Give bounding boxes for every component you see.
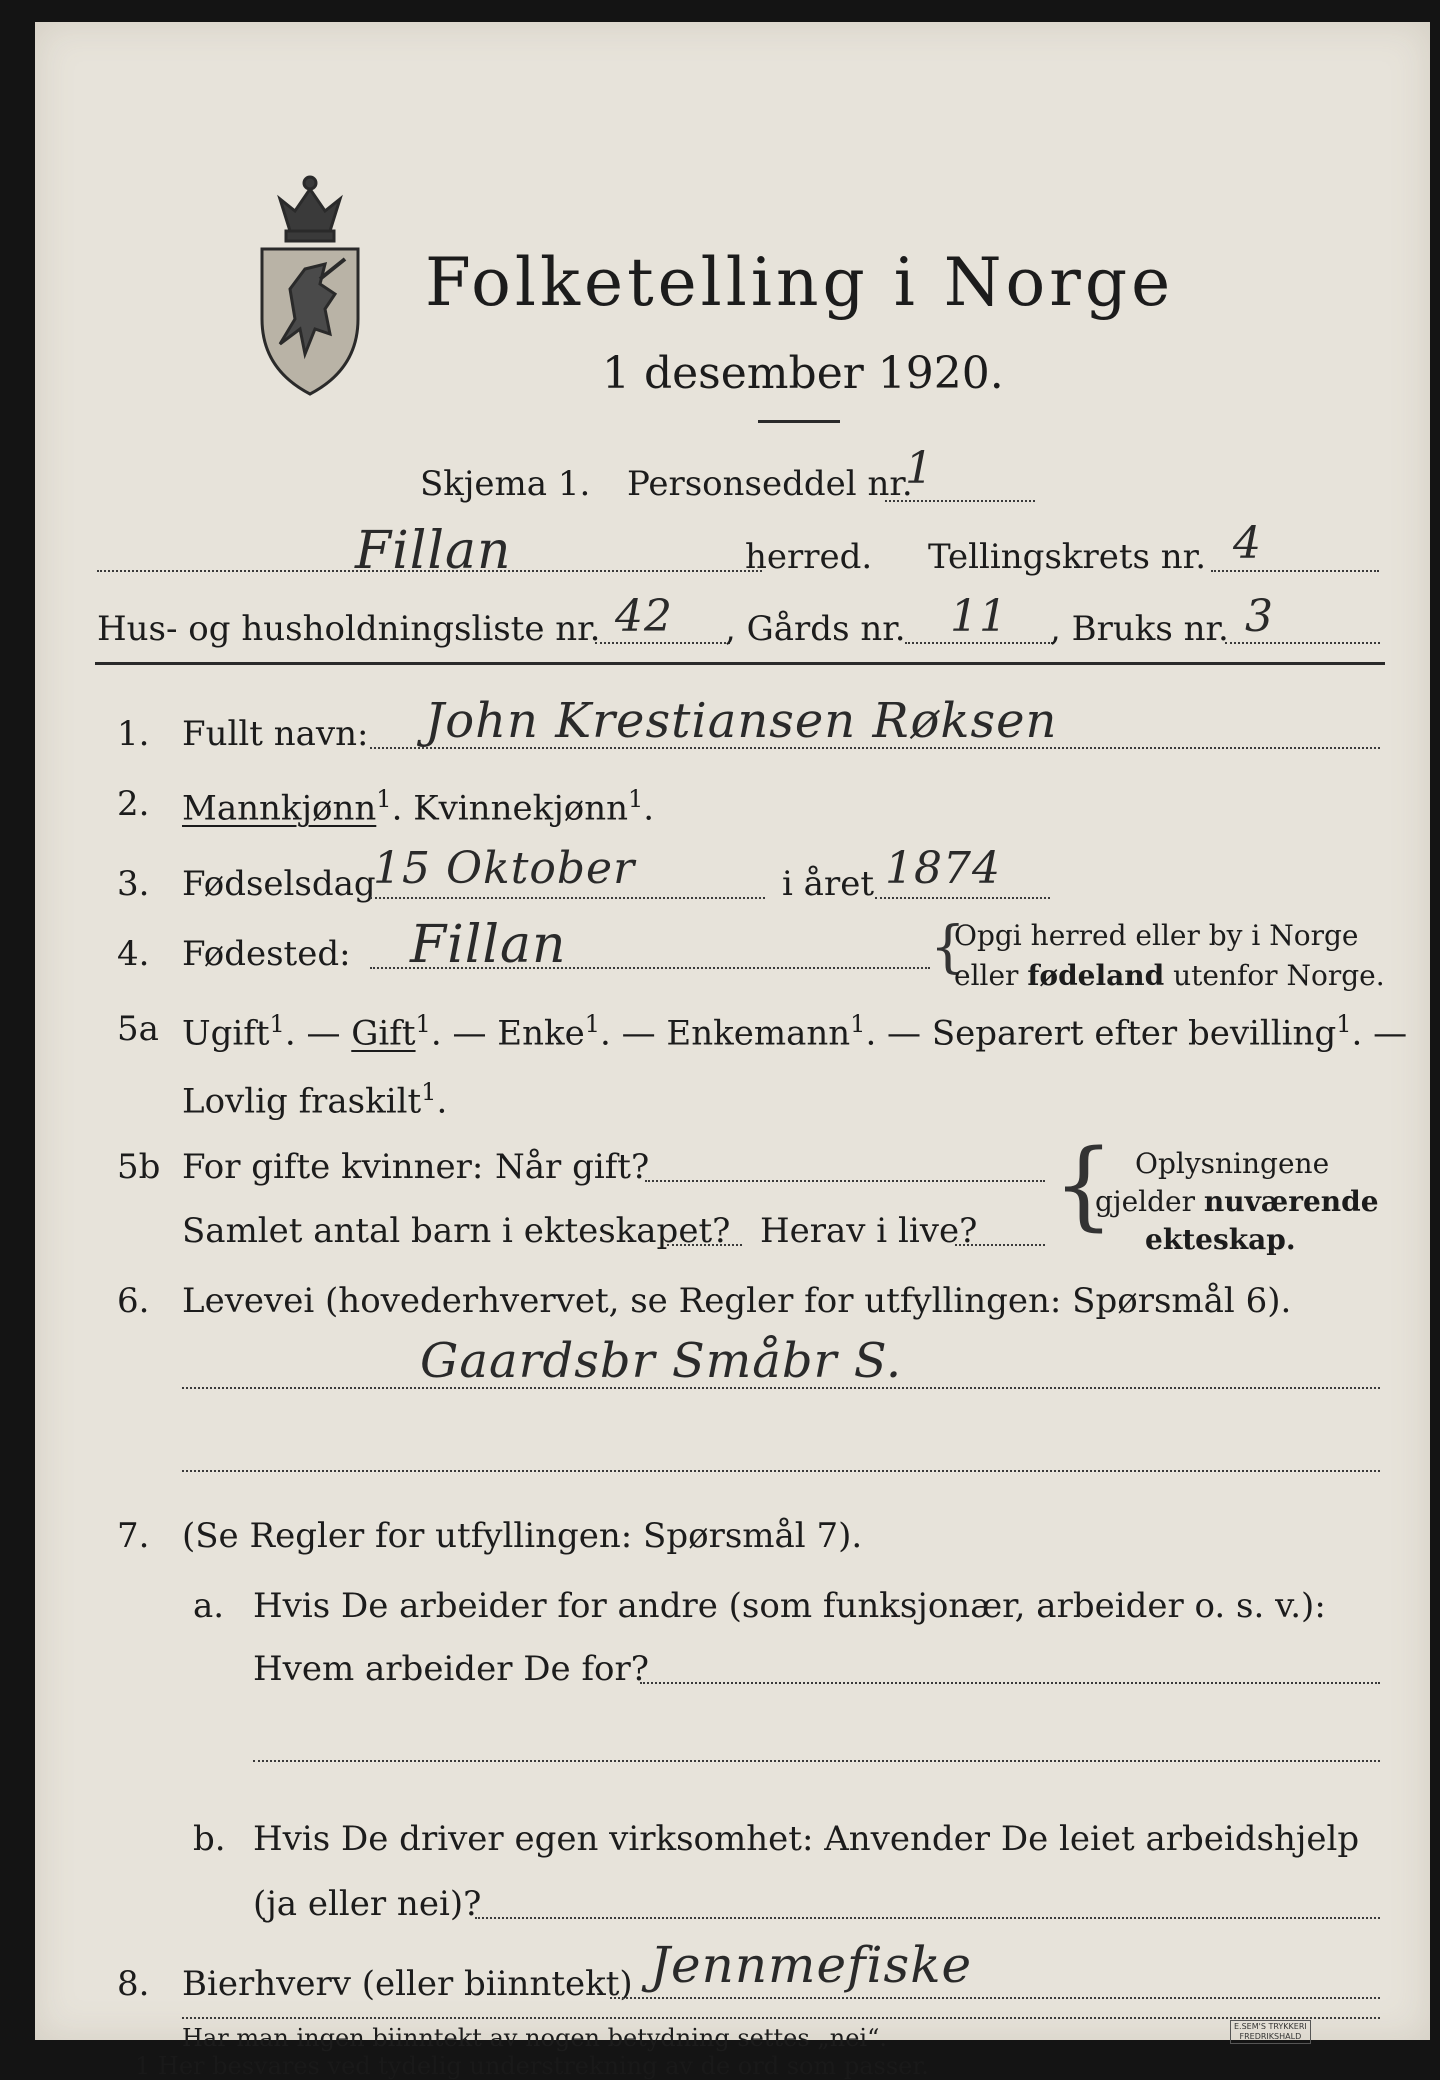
q5b-label4: Herav i live?: [760, 1211, 978, 1251]
q4-note2-c: utenfor Norge.: [1164, 959, 1385, 992]
norway-coat-of-arms-icon: [250, 169, 370, 399]
q2-female-sup: 1: [628, 785, 644, 813]
hus-label: Hus- og husholdningsliste nr.: [97, 609, 601, 649]
footer-footnote: 1 Her besvares ved tydelig understrekning av de ord som passer.: [135, 2052, 929, 2080]
q5b-label2: Når gift?: [495, 1147, 650, 1187]
q5b-note3: ekteskap.: [1145, 1223, 1296, 1256]
tellingskrets-line: [1211, 570, 1379, 572]
q6-line2: [182, 1470, 1380, 1472]
q5a-dash3: . — Enkemann: [599, 1013, 851, 1054]
q5a-sup-3: 1: [584, 1010, 600, 1038]
footer-note: Har man ingen biinntekt av nogen betydning settes „nei“.: [182, 2024, 887, 2052]
q5b-note2: [1095, 1185, 1379, 1218]
form-title: Folketelling i Norge: [425, 244, 1175, 321]
personseddel-value: 1: [905, 443, 934, 494]
herred-label: herred.: [745, 537, 873, 577]
q4-value: Fillan: [410, 915, 567, 975]
q3-value: 15 Oktober: [373, 843, 636, 894]
q1-label: Fullt navn:: [182, 714, 369, 754]
q8-line: [610, 1997, 1380, 1999]
q7a-line1: [640, 1682, 1380, 1684]
bruks-value: 3: [1245, 591, 1274, 642]
hus-line: [595, 642, 730, 644]
q3-number: 3.: [117, 864, 150, 904]
q7b-text2: (ja eller nei)?: [253, 1884, 482, 1924]
footer-line: [182, 2017, 1380, 2019]
q5b-line2: [667, 1244, 742, 1246]
q5a-dash5: . —: [1351, 1013, 1408, 1054]
q5b-line1: [645, 1180, 1045, 1182]
q4-note-line1: Opgi herred eller by i Norge: [954, 919, 1359, 952]
q5a-sup-1: 1: [269, 1010, 285, 1038]
q4-number: 4.: [117, 934, 150, 974]
q3-label: Fødselsdag: [182, 864, 376, 904]
q5a-number: 5a: [117, 1009, 159, 1049]
q6-number: 6.: [117, 1281, 150, 1321]
q4-label: Fødested:: [182, 934, 351, 974]
q5a-ugift: Ugift: [182, 1013, 270, 1054]
q7b-line: [475, 1917, 1380, 1919]
q7b-number: b.: [193, 1819, 226, 1859]
q5a-sup-4: 1: [850, 1010, 866, 1038]
printer-line2: FREDRIKSHALD: [1239, 2032, 1302, 2041]
q3-year-line: [875, 897, 1050, 899]
gards-value: 11: [950, 591, 1008, 642]
q5a-options: [182, 1010, 1408, 1054]
q7-label: (Se Regler for utfyllingen: Spørsmål 7).: [182, 1516, 863, 1556]
q5b-note2-b: nuværende: [1203, 1185, 1379, 1218]
q1-number: 1.: [117, 714, 150, 754]
q1-value: John Krestiansen Røksen: [425, 693, 1058, 749]
q5b-note1: Oplysningene: [1135, 1147, 1330, 1180]
census-date: 1 desember 1920.: [602, 348, 1004, 399]
q8-label: Bierhverv (eller biinntekt): [182, 1964, 633, 2004]
q2-male-end: .: [391, 788, 403, 829]
personseddel-label: Personseddel nr.: [627, 464, 913, 504]
q4-note-brace: {: [930, 915, 966, 980]
q4-note-line2: [954, 959, 1385, 992]
q7a-line2: [253, 1760, 1380, 1762]
census-form: [35, 22, 1430, 2080]
q2-options: [182, 785, 655, 829]
q3-year-label: i året: [782, 864, 874, 904]
q5b-label3: Samlet antal barn i ekteskapet?: [182, 1211, 731, 1251]
q5b-label1: For gifte kvinner:: [182, 1147, 484, 1187]
q5a-sup-5: 1: [1336, 1010, 1352, 1038]
q5a-dash2: . — Enke: [430, 1013, 585, 1054]
hus-value: 42: [615, 591, 673, 642]
tellingskrets-label: Tellingskrets nr.: [928, 537, 1207, 577]
personseddel-line: [885, 500, 1035, 502]
q5a-sup-6: 1: [421, 1078, 437, 1106]
q4-note2-a: eller: [954, 959, 1028, 992]
q2-female: Kvinnekjønn: [413, 788, 629, 829]
gards-line: [905, 642, 1053, 644]
tellingskrets-value: 4: [1233, 518, 1262, 569]
title-divider: [758, 420, 840, 423]
q3-year-value: 1874: [885, 843, 1001, 894]
q7a-text: Hvis De arbeider for andre (som funksjonær, arbeider o. s. v.):: [253, 1586, 1326, 1626]
q8-number: 8.: [117, 1964, 150, 2004]
gards-label: , Gårds nr.: [725, 609, 906, 649]
q5b-number: 5b: [117, 1147, 161, 1187]
header-rule: [95, 662, 1385, 665]
q7a-text2: Hvem arbeider De for?: [253, 1649, 649, 1689]
q5a-dash1: . —: [284, 1013, 352, 1054]
q8-value: Jennmefiske: [650, 1936, 973, 1994]
q4-note2-b: fødeland: [1027, 959, 1165, 992]
q5a-dash4: . — Separert efter bevilling: [865, 1013, 1337, 1054]
skjema-label: Skjema 1.: [420, 464, 591, 504]
q3-line: [370, 897, 765, 899]
q2-number: 2.: [117, 784, 150, 824]
q5a-sup-2: 1: [415, 1010, 431, 1038]
q7b-text: Hvis De driver egen virksomhet: Anvender De leiet arbeidshjelp: [253, 1819, 1360, 1859]
q5a-gift: Gift: [351, 1013, 416, 1054]
q6-label: Levevei (hovederhvervet, se Regler for utfyllingen: Spørsmål 6).: [182, 1281, 1292, 1321]
q5b-note-brace: {: [1053, 1129, 1115, 1241]
q5b-line3: [955, 1244, 1045, 1246]
printer-line1: E.SEM'S TRYKKERI: [1234, 2022, 1307, 2031]
q7a-number: a.: [193, 1586, 225, 1626]
q7-number: 7.: [117, 1516, 150, 1556]
q5a-fraskilt: Lovlig fraskilt: [182, 1081, 422, 1122]
bruks-label: , Bruks nr.: [1050, 609, 1229, 649]
q2-male: Mannkjønn: [182, 788, 377, 829]
q5a-line2: [182, 1078, 448, 1122]
q2-female-end: .: [643, 788, 655, 829]
herred-value: Fillan: [355, 521, 512, 581]
q5b-note2-a: gjelder: [1095, 1185, 1204, 1218]
q6-value: Gaardsbr Småbr S.: [420, 1333, 903, 1389]
q2-male-sup: 1: [376, 785, 392, 813]
q5a-fraskilt-end: .: [436, 1081, 448, 1122]
printer-stamp: [1230, 2020, 1311, 2044]
bruks-line: [1225, 642, 1380, 644]
